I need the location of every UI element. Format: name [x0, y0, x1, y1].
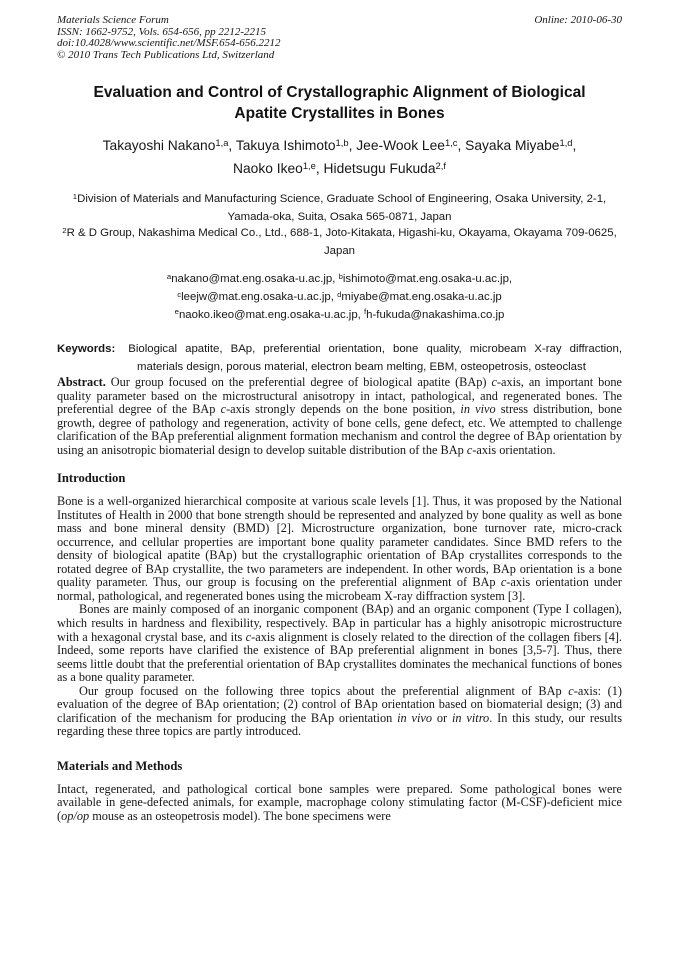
journal-name: Materials Science Forum [57, 14, 169, 26]
keywords-block [57, 341, 622, 376]
email-line-3: $^e$naoko.ikeo@mat.eng.osaka-u.ac.jp, $^f$h-fukuda@nakashima.co.jp [174, 307, 505, 321]
intro-paragraph-1: Bone is a well-organized hierarchical composite at various scale levels [1]. Thus, it was proposed by the National Institutes of Health in 2000 that bone strength should be represented and analyzed by bone quality as well as bone mass and bone mineral density (BMD) [2]. Microstructure organization, bone turnover rate, micro-crack occurrence, and cellular properties are important bone quality parameter candidates. Since BMD refers to the density of biological apatite (BAp) but the crystallographic orientation of BAp crystallites corresponds to the rotated degree of BAp crystallite, the two parameters are independent. In other words, BAp orientation is a bone quality parameter. Thus, our group is focusing on the preferential alignment of BAp c-axis orientation under normal, pathological, and regenerated bones using the microbeam X-ray diffraction system [3]. [57, 494, 622, 603]
author-list-line-1: Takayoshi Nakano$^{1,a}$, Takuya Ishimoto$^{1,b}$, Jee-Wook Lee$^{1,c}$, Sayaka Miyabe$^{1,d}$, [102, 137, 577, 153]
author-emails [57, 271, 622, 324]
journal-issn-line: ISSN: 1662-9752, Vols. 654-656, pp 2212-2215 [57, 25, 266, 38]
keywords-text: Biological apatite, BAp, preferential orientation, bone quality, microbeam X-ray diffraction, materials design, porous material, electron beam melting, EBM, osteopetrosis, osteoclast [128, 343, 622, 373]
email-line-2: $^c$leejw@mat.eng.osaka-u.ac.jp, $^d$miyabe@mat.eng.osaka-u.ac.jp [177, 289, 502, 303]
author-list [57, 135, 622, 181]
online-date: Online: 2010-06-30 [534, 14, 622, 26]
paper-title-line-1: Evaluation and Control of Crystallographic Alignment of Biological [93, 83, 586, 101]
journal-doi-line: doi:10.4028/www.scientific.net/MSF.654-656.2212 [57, 37, 281, 50]
paper-title-line-2: Apatite Crystallites in Bones [234, 104, 445, 122]
journal-copyright-line: © 2010 Trans Tech Publications Ltd, Switzerland [57, 49, 275, 62]
affiliation-1: $^1$Division of Materials and Manufacturing Science, Graduate School of Engineering, Osaka University, 2-1, Yamada-oka, Suita, Osaka 565-0871, Japan [72, 191, 607, 223]
paper-title [57, 82, 622, 124]
affiliations [57, 191, 622, 260]
affiliation-2: $^2$R & D Group, Nakashima Medical Co., Ltd., 688-1, Joto-Kitakata, Higashi-ku, Okayama, Okayama 709-0625, Japan [62, 226, 617, 258]
email-line-1: $^a$nakano@mat.eng.osaka-u.ac.jp, $^b$ishimoto@mat.eng.osaka-u.ac.jp, [166, 271, 513, 285]
page-header [57, 15, 622, 62]
author-list-line-2: Naoko Ikeo$^{1,e}$, Hidetsugu Fukuda$^{2,f}$ [233, 160, 446, 176]
intro-paragraph-3: Our group focused on the following three topics about the preferential alignment of BAp c-axis: (1) evaluation of the degree of BAp orientation; (2) control of BAp orientation based on biomaterial design; (3) and clarification of the mechanism for producing the BAp orientation in vivo or in vitro. In this study, our results regarding these three topics are partly introduced. [57, 683, 622, 739]
abstract-paragraph: Abstract. Our group focused on the preferential degree of biological apatite (BAp) c-axis, an important bone quality parameter based on the microstructural anisotropy in intact, pathological, and regenerated bones. The preferential degree of the BAp c-axis strongly depends on the bone position, in vivo stress distribution, bone growth, degree of pathology and regeneration, activity of bone cells, gene defect, etc. We attempted to challenge clarification of the BAp preferential alignment formation mechanism and control the degree of BAp orientation by using an anisotropic biomaterial design to develop suitable distribution of the BAp c-axis orientation. [57, 375, 623, 457]
methods-paragraph-1: Intact, regenerated, and pathological cortical bone samples were prepared. Some pathological bones were available in gene-defected animals, for example, macrophage colony stimulating factor (M-CSF)-deficient mice (op/op mouse as an osteopetrosis model). The bone specimens were [57, 781, 622, 823]
section-heading-introduction: Introduction [57, 471, 126, 486]
journal-info [57, 15, 281, 62]
section-heading-materials-and-methods: Materials and Methods [57, 758, 183, 773]
intro-paragraph-2: Bones are mainly composed of an inorganic component (BAp) and an organic component (Type I collagen), which results in hardness and flexibility, respectively. BAp in particular has a highly anisotropic microstructure with a hexagonal crystal base, and its c-axis alignment is closely related to the direction of the collagen fibers [4]. Indeed, some reports have clarified the existence of BAp preferential alignment in bones [3,5-7]. Thus, there seems little doubt that the preferential orientation of BAp crystallites dominates the mechanical functions of bones as a bone quality parameter. [57, 602, 623, 685]
keywords-label: Keywords: [57, 343, 116, 356]
